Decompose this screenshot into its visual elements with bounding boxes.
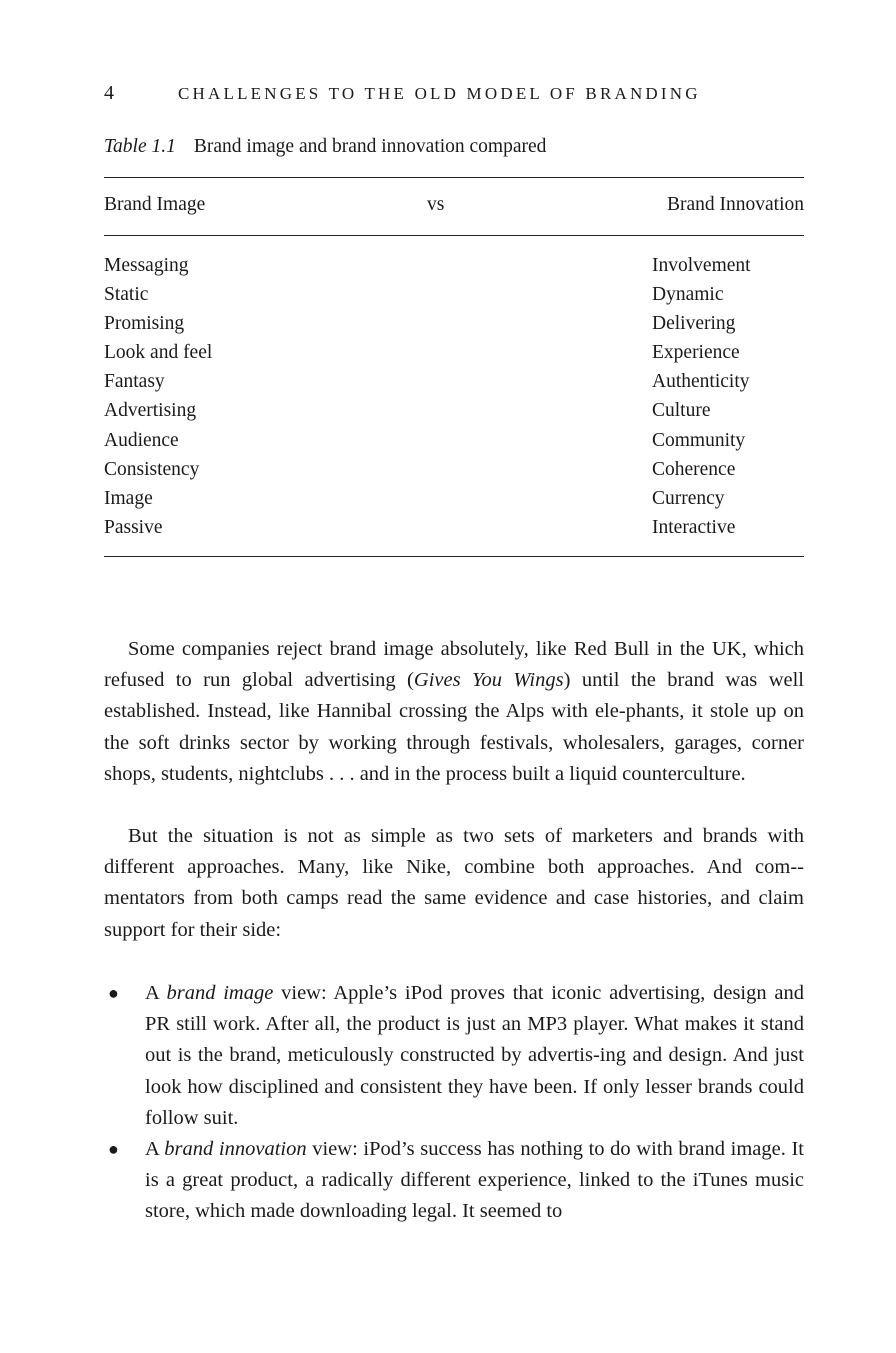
- brand-image-cell: Fantasy: [104, 371, 165, 393]
- running-head: CHALLENGES TO THE OLD MODEL OF BRANDING: [178, 84, 701, 103]
- brand-image-cell: Image: [104, 487, 153, 509]
- table-bottom-rule: [104, 556, 804, 557]
- brand-innovation-cell: Dynamic: [652, 284, 724, 306]
- paragraph-1-text-b: ) until the brand was well established. Instead, like Hannibal crossing the Alps with ele-phants, it stole up on the soft drinks sector by working through festivals, wholesalers, garages, corner shops, students, nightclubs . . . and in the process built a liquid counterculture.: [104, 669, 804, 785]
- brand-image-cell: Audience: [104, 429, 179, 451]
- brand-image-cell: Look and feel: [104, 342, 213, 364]
- brand-innovation-cell: Currency: [652, 487, 725, 509]
- table-row: [104, 397, 804, 426]
- table-caption-text: Brand image and brand innovation compared: [193, 136, 547, 157]
- brand-image-cell: Messaging: [104, 255, 189, 276]
- brand-image-cell: Advertising: [104, 400, 197, 422]
- table-row: [104, 339, 804, 368]
- brand-innovation-cell: Culture: [652, 400, 711, 422]
- table-row: [104, 485, 804, 514]
- list-item: [104, 978, 804, 1134]
- table-header-rule: [104, 235, 804, 236]
- bullet-icon: ●: [108, 1139, 119, 1160]
- page-number: 4: [104, 82, 114, 104]
- brand-innovation-cell: Delivering: [652, 313, 736, 335]
- brand-innovation-cell: Community: [652, 429, 746, 451]
- table-header-brand-innovation: Brand Innovation: [666, 194, 804, 215]
- brand-innovation-cell: Experience: [652, 342, 740, 364]
- table-caption-label: Table 1.1: [104, 136, 176, 157]
- brand-image-cell: Consistency: [104, 458, 200, 480]
- table-caption: [104, 136, 546, 158]
- table-row: [104, 368, 804, 397]
- brand-image-cell: Passive: [104, 516, 163, 538]
- brand-innovation-cell: Authenticity: [652, 371, 750, 393]
- list-item: [104, 1134, 804, 1228]
- table-row: [104, 281, 804, 310]
- bullet-1-text: view: Apple’s iPod proves that iconic advertising, design and PR still work. After all, the product is just an MP3 player. What makes it stand out is the brand, meticulously constructed by advertis-ing and design. And just look how disciplined and consistent they have been. If only lesser brands could follow suit.: [145, 982, 804, 1129]
- paragraph-1-text-a: Some companies reject brand image absolutely, like Red Bull in the UK, which refused to run global advertising (: [104, 638, 804, 692]
- page-header: [104, 82, 804, 110]
- bullet-2-italic: brand innovation: [164, 1138, 307, 1161]
- table-header-vs: vs: [427, 194, 445, 215]
- table-row: [104, 456, 804, 485]
- table-body: [104, 252, 804, 543]
- table-header-brand-image: Brand Image: [104, 194, 206, 215]
- brand-innovation-cell: Coherence: [652, 458, 736, 480]
- paragraph-1-italic: Gives You Wings: [413, 669, 564, 692]
- table-row: [104, 514, 804, 543]
- brand-innovation-cell: Involvement: [652, 255, 751, 276]
- brand-innovation-cell: Interactive: [652, 516, 736, 538]
- bullet-icon: ●: [108, 983, 119, 1003]
- body-paragraph-2: [104, 821, 804, 946]
- table-row: [104, 427, 804, 456]
- table-row: [104, 310, 804, 339]
- paragraph-2-text: But the situation is not as simple as two sets of marketers and brands with different approaches. Many, like Nike, combine both approaches. And com-mentators from both camps read the same evidence and case histories, and claim support for their side:: [104, 825, 804, 941]
- bullet-1-italic: brand image: [166, 982, 274, 1004]
- table-row: [104, 252, 804, 281]
- bullet-2-lead: A: [145, 1138, 165, 1161]
- body-paragraph-1: [104, 634, 804, 790]
- bullet-2-text: view: iPod’s success has nothing to do with brand image. It is a great product, a radically different experience, linked to the iTunes music store, which made downloading legal. It seemed to: [145, 1138, 804, 1223]
- table-top-rule: [104, 177, 804, 178]
- bullet-list: [104, 978, 804, 1228]
- brand-image-cell: Static: [104, 284, 149, 306]
- brand-image-cell: Promising: [104, 313, 185, 335]
- bullet-1-lead: A: [145, 982, 167, 1004]
